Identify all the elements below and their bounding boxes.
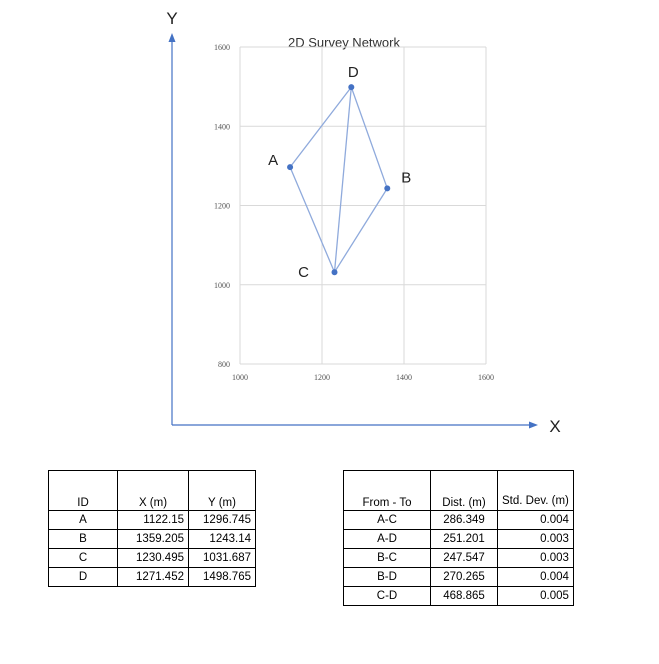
cell-x: 1122.15 bbox=[118, 511, 189, 530]
network-edge-c-d bbox=[335, 87, 352, 272]
table-row bbox=[49, 530, 256, 549]
cell-distance: 286.349 bbox=[431, 511, 498, 530]
network-points bbox=[268, 64, 411, 281]
cell-from-to: B-D bbox=[344, 568, 431, 587]
cell-y: 1243.14 bbox=[189, 530, 256, 549]
survey-point-d bbox=[348, 84, 354, 90]
cell-y: 1031.687 bbox=[189, 549, 256, 568]
cell-x: 1230.495 bbox=[118, 549, 189, 568]
coordinates-table-header bbox=[49, 471, 256, 511]
cell-from-to: A-C bbox=[344, 511, 431, 530]
y-tick-label: 1400 bbox=[214, 122, 230, 132]
point-label-d: D bbox=[347, 64, 359, 82]
cell-id: D bbox=[49, 568, 118, 587]
cell-std-dev: 0.004 bbox=[498, 511, 574, 530]
table-row bbox=[49, 568, 256, 587]
header-id: ID bbox=[49, 471, 118, 511]
observations-table-header bbox=[344, 471, 574, 511]
x-tick-label: 1200 bbox=[314, 373, 330, 382]
chart-grid bbox=[240, 47, 486, 364]
coordinates-table bbox=[48, 470, 256, 587]
header-distance: Dist. (m) bbox=[431, 471, 498, 511]
observations-table bbox=[343, 470, 574, 606]
point-label-b: B bbox=[401, 169, 412, 187]
cell-x: 1359.205 bbox=[118, 530, 189, 549]
x-tick-label: 1000 bbox=[232, 373, 248, 382]
cell-id: B bbox=[49, 530, 118, 549]
network-edge-b-d bbox=[351, 87, 387, 188]
x-tick-label: 1600 bbox=[478, 373, 494, 382]
x-axis-arrow-icon bbox=[529, 422, 538, 429]
x-axis-label: X bbox=[549, 417, 561, 436]
cell-std-dev: 0.004 bbox=[498, 568, 574, 587]
y-axis-arrow-icon bbox=[169, 33, 176, 42]
network-edge-b-c bbox=[335, 188, 388, 272]
y-tick-label: 800 bbox=[218, 360, 230, 369]
cell-y: 1498.765 bbox=[189, 568, 256, 587]
x-tick-label: 1400 bbox=[396, 373, 412, 382]
table-row bbox=[344, 511, 574, 530]
y-tick-label: 1200 bbox=[214, 201, 230, 211]
cell-std-dev: 0.005 bbox=[498, 587, 574, 606]
cell-from-to: A-D bbox=[344, 530, 431, 549]
chart-title: 2D Survey Network bbox=[288, 35, 400, 50]
table-row bbox=[344, 549, 574, 568]
header-y: Y (m) bbox=[189, 471, 256, 511]
cell-id: A bbox=[49, 511, 118, 530]
survey-point-c bbox=[332, 269, 338, 275]
table-row bbox=[49, 511, 256, 530]
header-from-to: From - To bbox=[344, 471, 431, 511]
header-x: X (m) bbox=[118, 471, 189, 511]
table-row bbox=[344, 568, 574, 587]
cell-distance: 251.201 bbox=[431, 530, 498, 549]
y-axis-label: Y bbox=[166, 9, 178, 28]
survey-point-b bbox=[384, 185, 390, 191]
cell-distance: 468.865 bbox=[431, 587, 498, 606]
cell-x: 1271.452 bbox=[118, 568, 189, 587]
y-tick-label: 1000 bbox=[214, 280, 230, 290]
table-row bbox=[344, 530, 574, 549]
header-std-dev: Std. Dev. (m) bbox=[498, 471, 574, 511]
point-label-a: A bbox=[268, 152, 279, 170]
point-label-c: C bbox=[298, 264, 309, 282]
cell-id: C bbox=[49, 549, 118, 568]
cell-std-dev: 0.003 bbox=[498, 549, 574, 568]
cell-y: 1296.745 bbox=[189, 511, 256, 530]
network-edge-a-c bbox=[290, 167, 334, 272]
cell-std-dev: 0.003 bbox=[498, 530, 574, 549]
survey-point-a bbox=[287, 164, 293, 170]
cell-from-to: B-C bbox=[344, 549, 431, 568]
y-tick-label: 1600 bbox=[214, 43, 230, 52]
cell-distance: 270.265 bbox=[431, 568, 498, 587]
table-row bbox=[344, 587, 574, 606]
network-edges bbox=[290, 87, 387, 272]
cell-from-to: C-D bbox=[344, 587, 431, 606]
table-row bbox=[49, 549, 256, 568]
cell-distance: 247.547 bbox=[431, 549, 498, 568]
network-edge-a-d bbox=[290, 87, 351, 167]
